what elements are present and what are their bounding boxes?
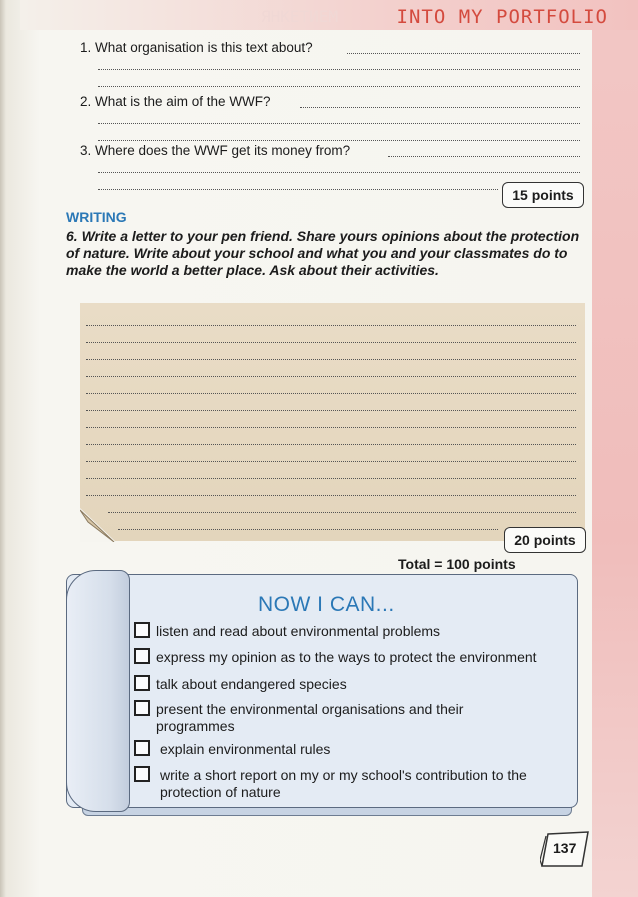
- checklist-item: listen and read about environmental problems: [156, 623, 441, 639]
- writing-line[interactable]: [86, 495, 576, 496]
- answer-line[interactable]: [300, 107, 580, 108]
- total-points: Total = 100 points: [398, 556, 516, 572]
- checkbox[interactable]: [134, 766, 150, 782]
- answer-line[interactable]: [98, 69, 580, 70]
- answer-line[interactable]: [98, 123, 580, 124]
- answer-line[interactable]: [347, 53, 580, 54]
- writing-line[interactable]: [86, 376, 576, 377]
- writing-line[interactable]: [86, 325, 576, 326]
- writing-points-badge: 20 points: [504, 527, 586, 553]
- checkbox[interactable]: [134, 740, 150, 756]
- checkbox[interactable]: [134, 675, 150, 691]
- answer-line[interactable]: [98, 172, 580, 173]
- checkbox[interactable]: [134, 622, 150, 638]
- answer-line[interactable]: [98, 189, 498, 190]
- writing-line[interactable]: [86, 410, 576, 411]
- writing-line[interactable]: [86, 478, 576, 479]
- writing-line[interactable]: [86, 461, 576, 462]
- page-curl-icon: [80, 508, 116, 542]
- writing-line[interactable]: [86, 359, 576, 360]
- writing-task: 6. Write a letter to your pen friend. Share yours opinions about the protection of nature. Write about your school and what you and your classmates do to make the world a better place. Ask about their activities.: [66, 228, 580, 278]
- page-title: INTO MY PORTFOLIO: [396, 6, 608, 28]
- checklist-item: explain environmental rules: [160, 741, 331, 757]
- writing-line[interactable]: [86, 427, 576, 428]
- writing-line[interactable]: [86, 444, 576, 445]
- writing-line[interactable]: [118, 529, 498, 530]
- question-1: 1. What organisation is this text about?: [80, 40, 313, 55]
- writing-line[interactable]: [86, 393, 576, 394]
- checkbox[interactable]: [134, 700, 150, 716]
- question-3: 3. Where does the WWF get its money from?: [80, 143, 351, 158]
- writing-heading: WRITING: [66, 209, 127, 225]
- checklist-item: write a short report on my or my school's contribution to the protection of nature: [160, 767, 527, 800]
- writing-line[interactable]: [86, 342, 576, 343]
- writing-area[interactable]: [80, 303, 585, 541]
- writing-line[interactable]: [108, 512, 576, 513]
- checkbox[interactable]: [134, 648, 150, 664]
- checklist-item: present the environmental organisations and their programmes: [156, 701, 464, 734]
- page-number: 137: [553, 840, 577, 856]
- page-edge-strip: [592, 0, 638, 897]
- header-bar: [20, 0, 638, 30]
- answer-line[interactable]: [388, 156, 580, 157]
- checklist-item: express my opinion as to the ways to protect the environment: [156, 649, 537, 665]
- checklist-item: talk about endangered species: [156, 676, 347, 692]
- answer-line[interactable]: [98, 140, 580, 141]
- reading-points-badge: 15 points: [502, 182, 584, 208]
- now-i-can-title: NOW I CAN...: [258, 593, 395, 616]
- question-2: 2. What is the aim of the WWF?: [80, 94, 271, 109]
- header-ghost-text: ЯНКЕТИЕМ: [260, 7, 338, 26]
- answer-line[interactable]: [98, 86, 580, 87]
- scroll-roll: [66, 570, 130, 812]
